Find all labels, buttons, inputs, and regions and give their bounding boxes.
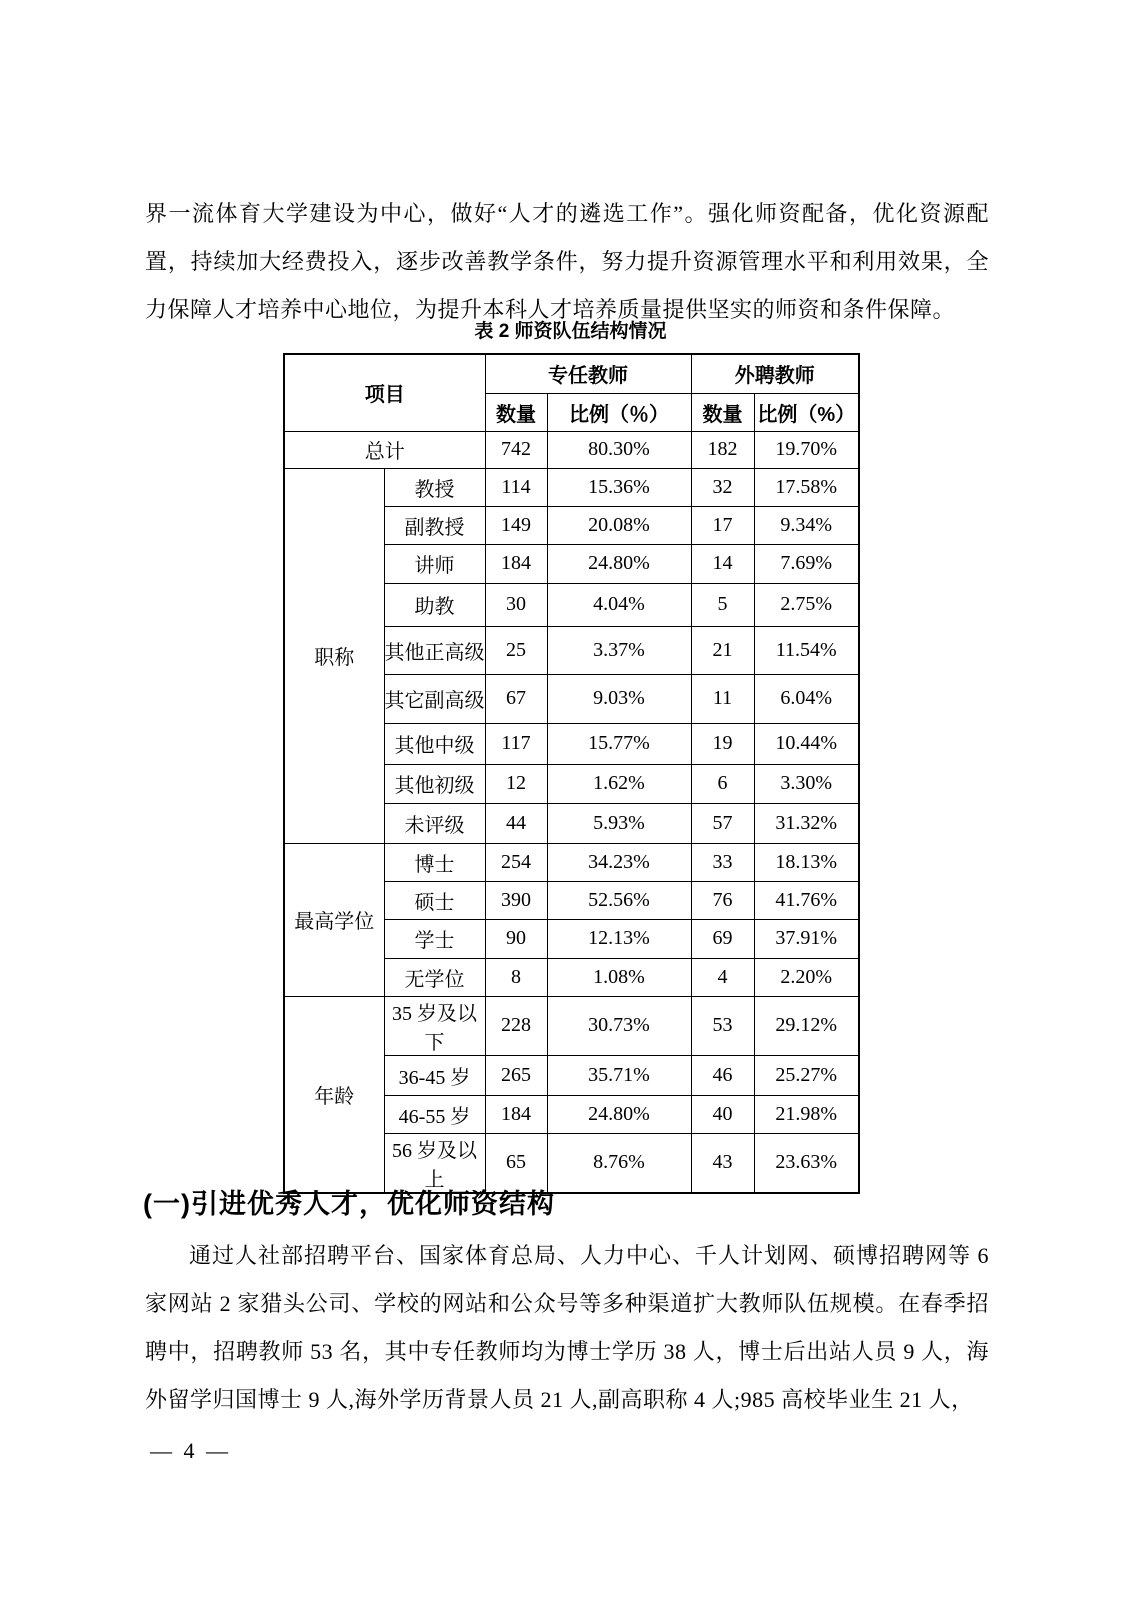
cell-ex-ratio: 10.44%	[754, 723, 859, 764]
cell-ex-count: 57	[691, 803, 754, 843]
cell-ft-count: 8	[485, 958, 547, 996]
cell-row-label: 其他中级	[384, 723, 485, 764]
cell-ex-count: 32	[691, 468, 754, 506]
cell-ex-count: 76	[691, 881, 754, 919]
cell-ft-count: 12	[485, 764, 547, 803]
total-row	[284, 431, 859, 468]
cell-ft-ratio: 34.23%	[547, 843, 691, 881]
cell-ft-count: 67	[485, 674, 547, 723]
cell-ft-count: 117	[485, 723, 547, 764]
cell-group-label: 最高学位	[284, 843, 384, 996]
cell-row-label: 无学位	[384, 958, 485, 996]
cell-ft-count: 184	[485, 1095, 547, 1133]
cell-ft-count: 90	[485, 919, 547, 958]
cell-ft-ratio: 8.76%	[547, 1133, 691, 1193]
cell-ex-ratio: 23.63%	[754, 1133, 859, 1193]
cell-ft-count: 114	[485, 468, 547, 506]
cell-ex-count: 21	[691, 626, 754, 674]
cell-ex-ratio: 29.12%	[754, 996, 859, 1055]
header-item-cell: 项目	[284, 354, 485, 431]
header-fulltime-cell: 专任教师	[485, 354, 691, 393]
faculty-structure-table	[283, 353, 860, 1194]
cell-ex-count: 46	[691, 1055, 754, 1095]
cell-ft-count: 44	[485, 803, 547, 843]
cell-ft-count: 65	[485, 1133, 547, 1193]
cell-row-label: 学士	[384, 919, 485, 958]
cell-row-label: 35 岁及以下	[384, 996, 485, 1055]
table-row	[284, 996, 859, 1055]
cell-ft-count: 184	[485, 544, 547, 583]
cell-ex-count: 182	[691, 431, 754, 468]
cell-ft-ratio: 12.13%	[547, 919, 691, 958]
cell-row-label: 总计	[284, 431, 485, 468]
cell-group-label: 年龄	[284, 996, 384, 1193]
cell-row-label: 其他正高级	[384, 626, 485, 674]
cell-ft-ratio: 24.80%	[547, 544, 691, 583]
intro-paragraph: 界一流体育大学建设为中心，做好“人才的遴选工作”。强化师资配备，优化资源配置，持续加大经费投入，逐步改善教学条件，努力提升资源管理水平和利用效果，全力保障人才培养中心地位，为提升本科人才培养质量提供坚实的师资和条件保障。	[145, 201, 989, 322]
cell-ft-count: 254	[485, 843, 547, 881]
cell-ex-count: 53	[691, 996, 754, 1055]
cell-ft-count: 149	[485, 506, 547, 544]
cell-ex-count: 33	[691, 843, 754, 881]
table-caption: 表 2 师资队伍结构情况	[474, 321, 667, 342]
cell-ex-ratio: 41.76%	[754, 881, 859, 919]
cell-ex-ratio: 6.04%	[754, 674, 859, 723]
cell-ex-ratio: 37.91%	[754, 919, 859, 958]
cell-ft-ratio: 1.62%	[547, 764, 691, 803]
cell-ft-ratio: 52.56%	[547, 881, 691, 919]
header-external-cell: 外聘教师	[691, 354, 859, 393]
cell-ft-ratio: 24.80%	[547, 1095, 691, 1133]
header-ft-count-cell: 数量	[485, 393, 547, 431]
cell-ft-count: 30	[485, 583, 547, 626]
cell-ex-count: 19	[691, 723, 754, 764]
cell-row-label: 其他初级	[384, 764, 485, 803]
cell-ft-ratio: 15.77%	[547, 723, 691, 764]
cell-ex-ratio: 17.58%	[754, 468, 859, 506]
section-heading: (一)引进优秀人才，优化师资结构	[143, 1189, 555, 1219]
cell-ex-ratio: 9.34%	[754, 506, 859, 544]
table-header-row-1	[284, 354, 859, 393]
cell-ex-ratio: 31.32%	[754, 803, 859, 843]
cell-ft-ratio: 20.08%	[547, 506, 691, 544]
cell-row-label: 副教授	[384, 506, 485, 544]
cell-ft-count: 390	[485, 881, 547, 919]
cell-ft-ratio: 3.37%	[547, 626, 691, 674]
table-row	[284, 843, 859, 881]
cell-ft-ratio: 1.08%	[547, 958, 691, 996]
cell-ex-count: 43	[691, 1133, 754, 1193]
cell-ex-ratio: 19.70%	[754, 431, 859, 468]
header-ex-ratio-cell: 比例（%）	[754, 393, 859, 431]
cell-ft-ratio: 9.03%	[547, 674, 691, 723]
header-ex-count-cell: 数量	[691, 393, 754, 431]
cell-row-label: 硕士	[384, 881, 485, 919]
cell-ex-ratio: 7.69%	[754, 544, 859, 583]
cell-ft-count: 742	[485, 431, 547, 468]
cell-row-label: 助教	[384, 583, 485, 626]
cell-row-label: 36-45 岁	[384, 1055, 485, 1095]
cell-ft-count: 228	[485, 996, 547, 1055]
cell-row-label: 博士	[384, 843, 485, 881]
cell-ex-count: 40	[691, 1095, 754, 1133]
cell-row-label: 其它副高级	[384, 674, 485, 723]
cell-ex-ratio: 18.13%	[754, 843, 859, 881]
cell-ex-ratio: 2.20%	[754, 958, 859, 996]
cell-ex-ratio: 25.27%	[754, 1055, 859, 1095]
cell-ex-ratio: 11.54%	[754, 626, 859, 674]
cell-ft-count: 25	[485, 626, 547, 674]
header-ft-ratio-cell: 比例（％）	[547, 393, 691, 431]
table-row	[284, 468, 859, 506]
cell-ft-ratio: 35.71%	[547, 1055, 691, 1095]
cell-ex-ratio: 2.75%	[754, 583, 859, 626]
cell-ft-ratio: 15.36%	[547, 468, 691, 506]
section-paragraph: 通过人社部招聘平台、国家体育总局、人力中心、千人计划网、硕博招聘网等 6 家网站 2 家猎头公司、学校的网站和公众号等多种渠道扩大教师队伍规模。在春季招聘中，招聘教师 53 名，其中专任教师均为博士学历 38 人，博士后出站人员 9 人，海外留学归国博士 9 人,海外学历背景人员 21 人,副高职称 4 人;985 高校毕业生 21 人，	[145, 1243, 989, 1412]
cell-group-label: 职称	[284, 468, 384, 843]
cell-ex-count: 4	[691, 958, 754, 996]
cell-ft-ratio: 4.04%	[547, 583, 691, 626]
cell-ex-count: 17	[691, 506, 754, 544]
cell-ft-ratio: 80.30%	[547, 431, 691, 468]
cell-ex-ratio: 21.98%	[754, 1095, 859, 1133]
cell-row-label: 未评级	[384, 803, 485, 843]
cell-ex-count: 5	[691, 583, 754, 626]
cell-ft-count: 265	[485, 1055, 547, 1095]
faculty-table-section	[283, 320, 858, 1194]
cell-ex-count: 14	[691, 544, 754, 583]
cell-row-label: 56 岁及以上	[384, 1133, 485, 1193]
cell-row-label: 讲师	[384, 544, 485, 583]
cell-ft-ratio: 30.73%	[547, 996, 691, 1055]
cell-ex-count: 6	[691, 764, 754, 803]
cell-row-label: 教授	[384, 468, 485, 506]
cell-ex-count: 69	[691, 919, 754, 958]
cell-ex-ratio: 3.30%	[754, 764, 859, 803]
page-number: — 4 —	[150, 1438, 231, 1463]
cell-ex-count: 11	[691, 674, 754, 723]
cell-ft-ratio: 5.93%	[547, 803, 691, 843]
cell-row-label: 46-55 岁	[384, 1095, 485, 1133]
